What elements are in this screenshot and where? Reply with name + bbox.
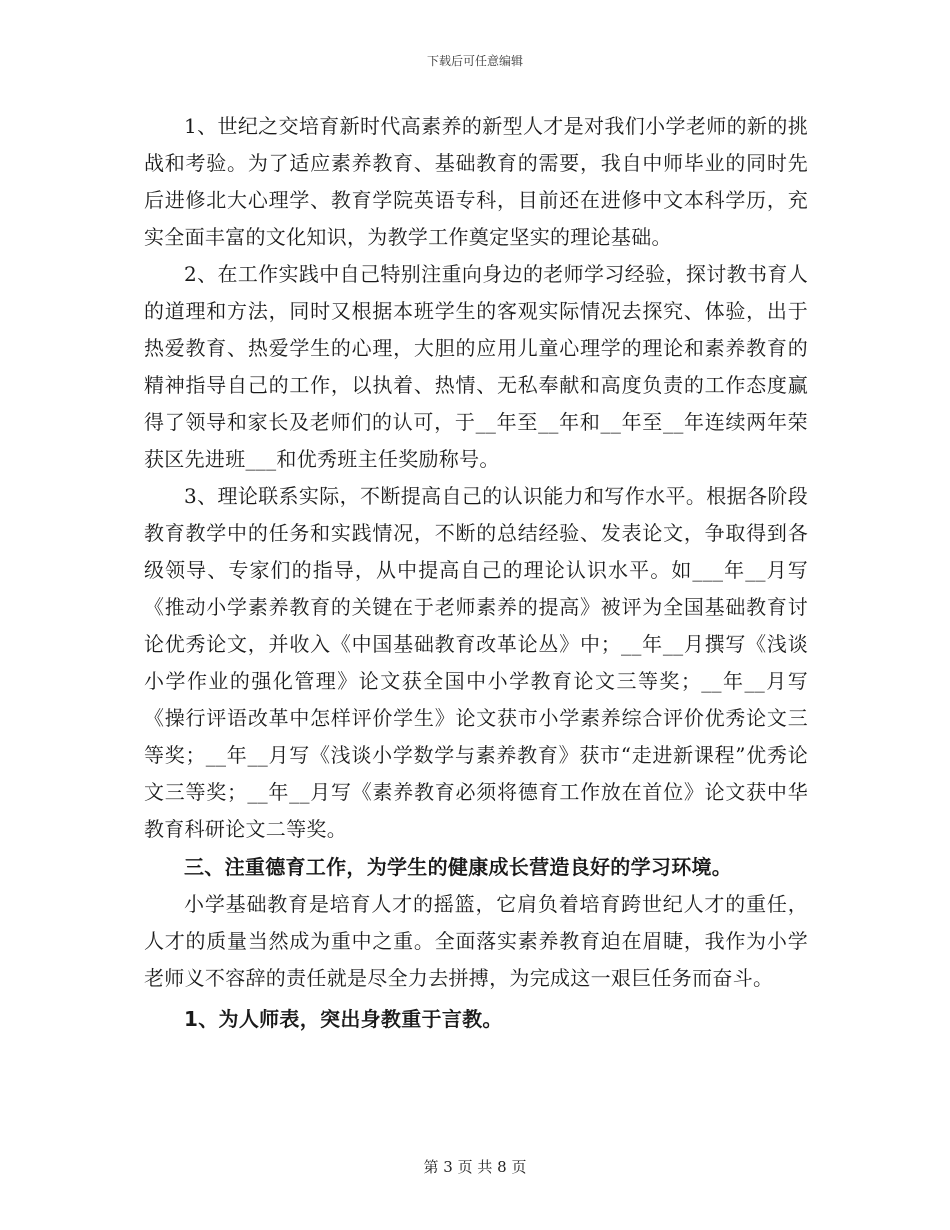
page-number-footer: 第 3 页 共 8 页 — [423, 1158, 527, 1176]
paragraph-primary-education: 小学基础教育是培育人才的摇篮，它肩负着培育跨世纪人才的重任，人才的质量当然成为重中之重。全面落实素养教育迫在眉睫，我作为小学老师义不容辞的责任就是尽全力去拼搏，为完成这一艰巨任务而奋斗。 — [144, 892, 808, 990]
paragraph-learning-from-peers: 2、在工作实践中自己特别注重向身边的老师学习经验，探讨教书育人的道理和方法，同时又根据本班学生的客观实际情况去探究、体验，出于热爱教育、热爱学生的心理，大胆的应用儿童心理学的理论和素养教育的精神指导自己的工作，以执着、热情、无私奉献和高度负责的工作态度赢得了领导和家长及老师们的认可，于__年至__年和__年至__年连续两年荣获区先进班___和优秀班主任奖励称号。 — [144, 262, 808, 471]
section-heading-moral-education: 三、注重德育工作，为学生的健康成长营造良好的学习环境。 — [184, 855, 733, 879]
page-header-note: 下载后可任意编辑 — [426, 54, 523, 68]
subheading-lead-by-example: 1、为人师表，突出身教重于言教。 — [184, 1007, 503, 1031]
paragraph-theory-and-papers: 3、理论联系实际，不断提高自己的认识能力和写作水平。根据各阶段教育教学中的任务和实践情况，不断的总结经验、发表论文，争取得到各级领导、专家们的指导，从中提高自己的理论认识水平。如___年__月写《推动小学素养教育的关键在于老师素养的提高》被评为全国基础教育讨论优秀论文，并收入《中国基础教育改革论丛》中；__年__月撰写《浅谈小学作业的强化管理》论文获全国中小学教育论文三等奖；__年__月写《操行评语改革中怎样评价学生》论文获市小学素养综合评价优秀论文三等奖；__年__月写《浅谈小学数学与素养教育》获市“走进新课程”优秀论文三等奖；__年__月写《素养教育必须将德育工作放在首位》论文获中华教育科研论文二等奖。 — [144, 484, 808, 841]
document-body — [144, 108, 808, 1038]
paragraph-continuing-education: 1、世纪之交培育新时代高素养的新型人才是对我们小学老师的新的挑战和考验。为了适应素养教育、基础教育的需要，我自中师毕业的同时先后进修北大心理学、教育学院英语专科，目前还在进修中文本科学历，充实全面丰富的文化知识，为教学工作奠定坚实的理论基础。 — [144, 114, 808, 249]
